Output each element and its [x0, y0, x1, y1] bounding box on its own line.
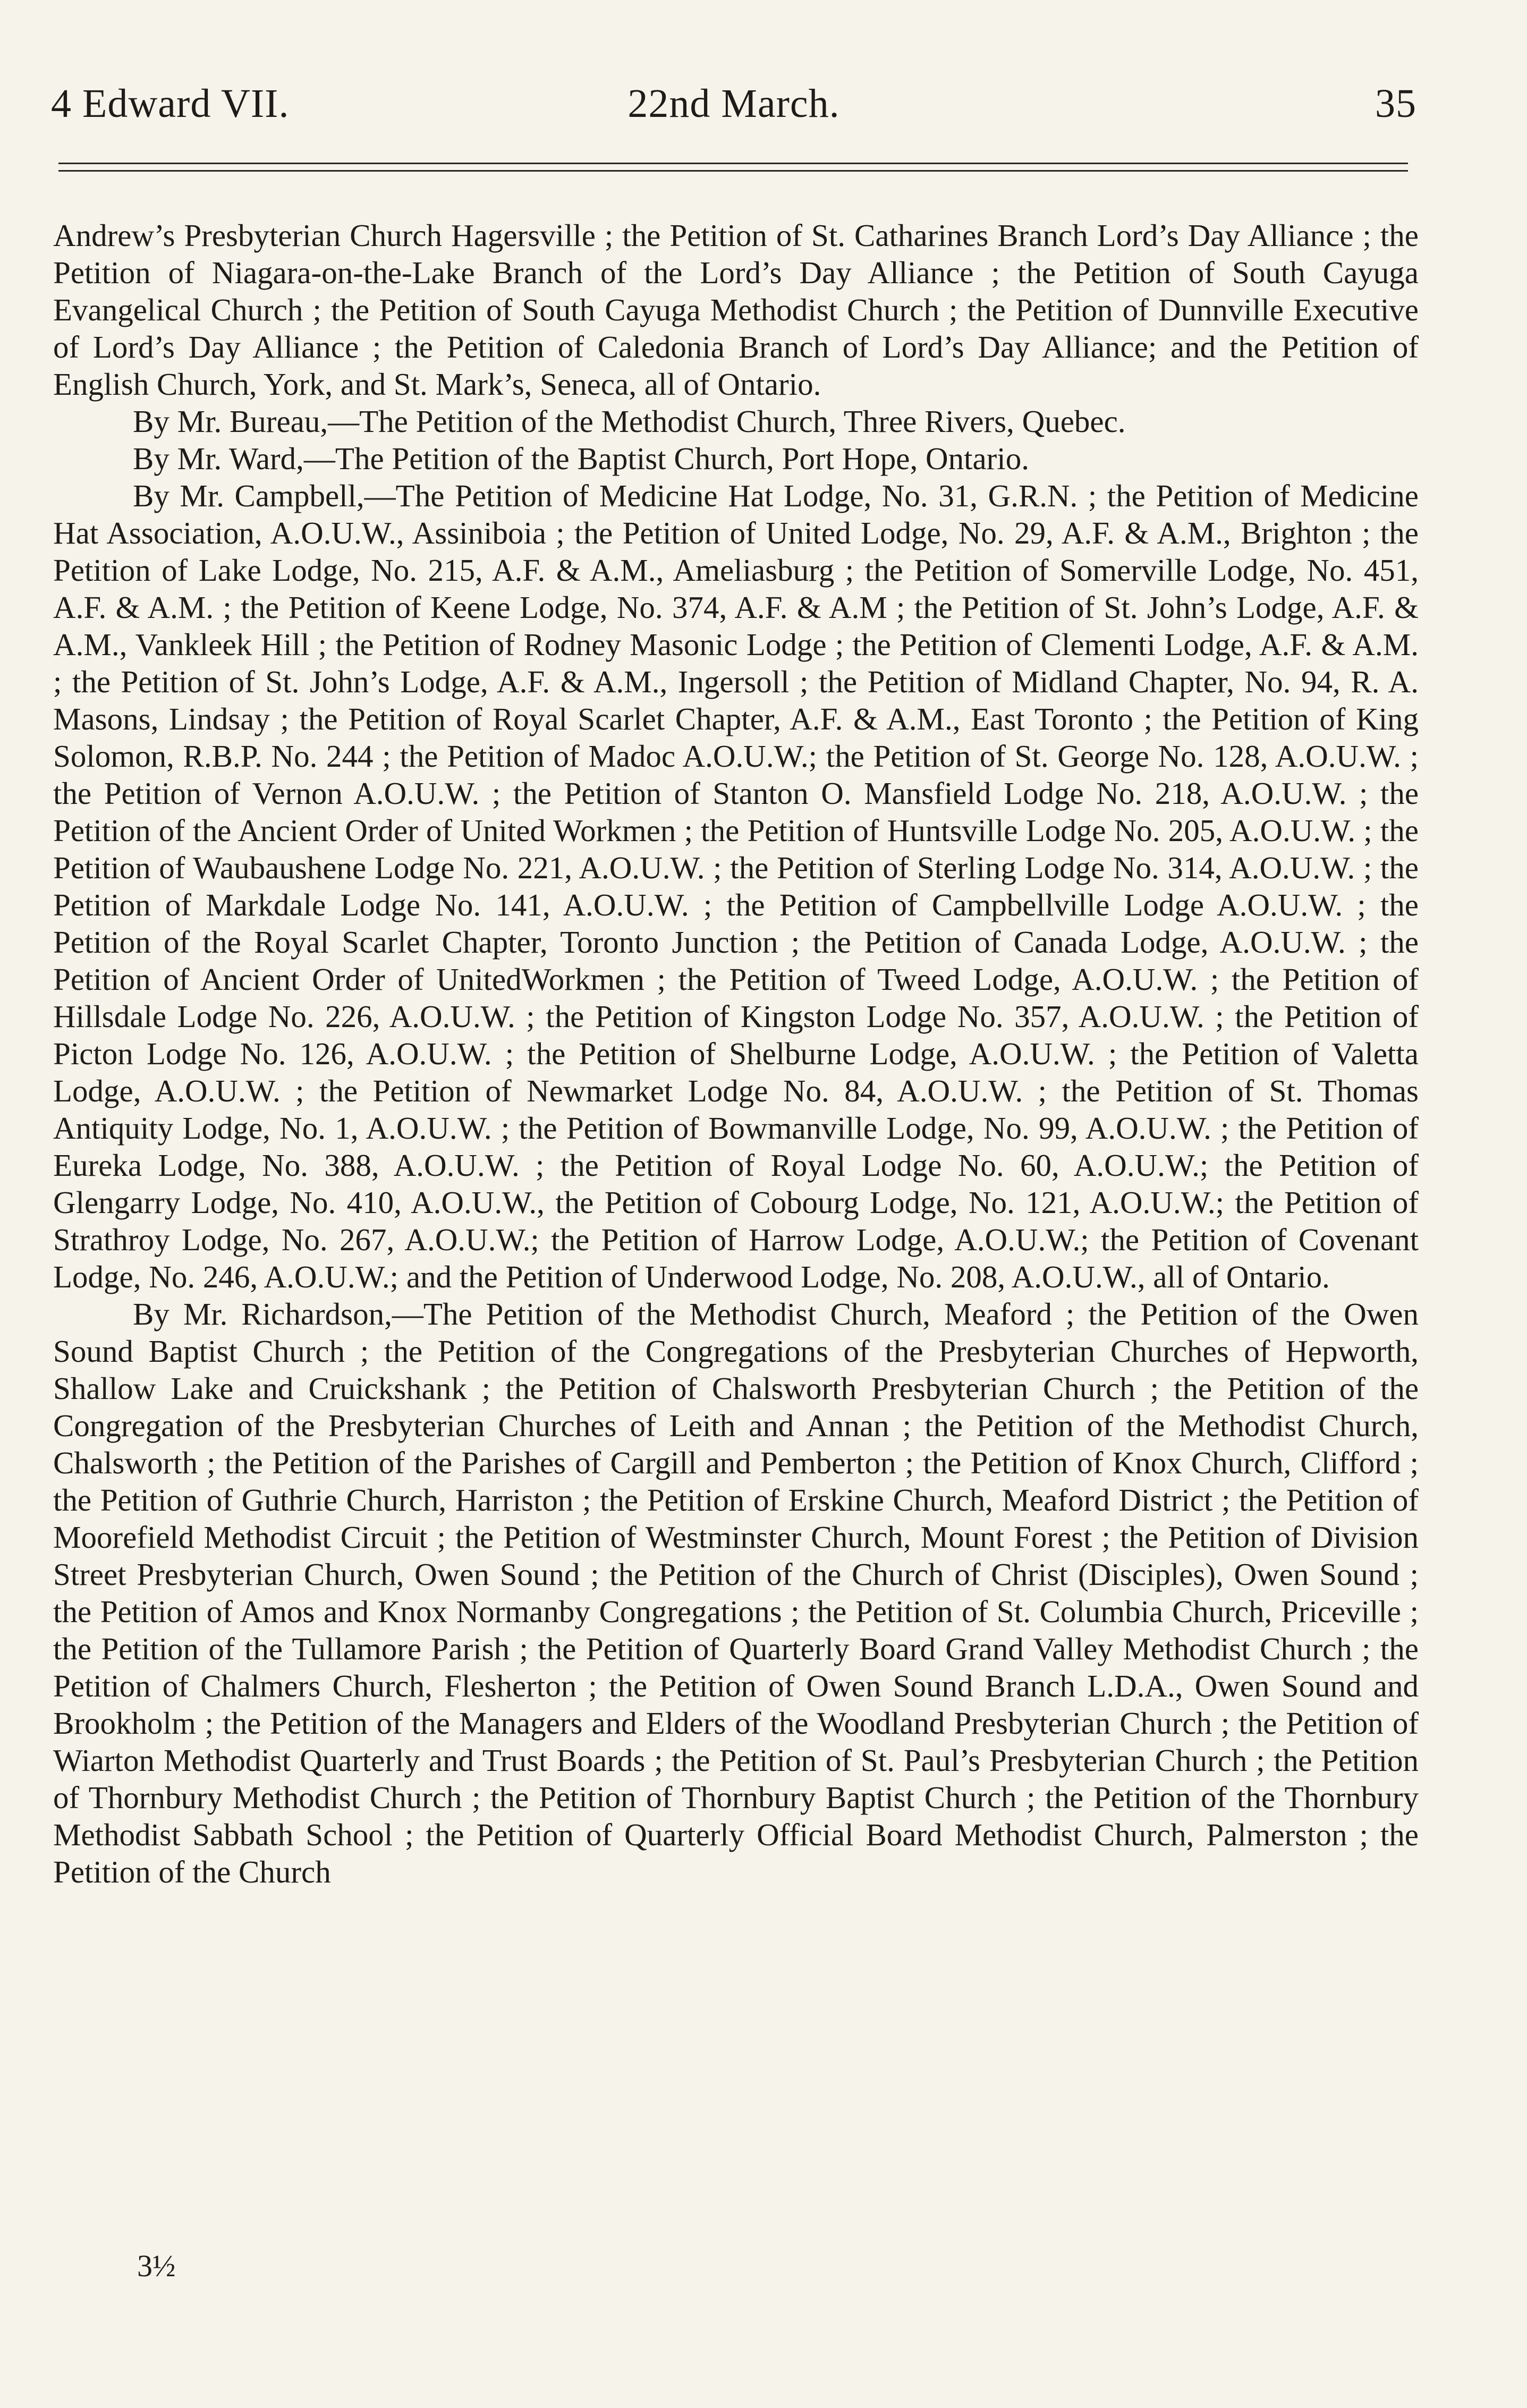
running-header — [51, 74, 1416, 133]
header-regnal-year: 4 Edward VII. — [51, 81, 290, 126]
paragraph-campbell: By Mr. Campbell,—The Petition of Medicine Hat Lodge, No. 31, G.R.N. ; the Petition of Medicine Hat Association, A.O.U.W., Assiniboia ; the Petition of United Lodge, No. 29, A.F. & A.M., Brighton ; the Petition of Lake Lodge, No. 215, A.F. & A.M., Ameliasburg ; the Petition of Somerville Lodge, No. 451, A.F. & A.M. ; the Petition of Keene Lodge, No. 374, A.F. & A.M ; the Petition of St. John’s Lodge, A.F. & A.M., Vankleek Hill ; the Petition of Rodney Masonic Lodge ; the Petition of Clementi Lodge, A.F. & A.M. ; the Petition of St. John’s Lodge, A.F. & A.M., Ingersoll ; the Petition of Midland Chapter, No. 94, R. A. Masons, Lindsay ; the Petition of Royal Scarlet Chapter, A.F. & A.M., East Toronto ; the Petition of King Solomon, R.B.P. No. 244 ; the Petition of Madoc A.O.U.W.; the Petition of St. George No. 128, A.O.U.W. ; the Petition of Vernon A.O.U.W. ; the Petition of Stanton O. Mansfield Lodge No. 218, A.O.U.W. ; the Petition of the Ancient Order of United Workmen ; the Petition of Huntsville Lodge No. 205, A.O.U.W. ; the Petition of Waubaushene Lodge No. 221, A.O.U.W. ; the Petition of Sterling Lodge No. 314, A.O.U.W. ; the Petition of Markdale Lodge No. 141, A.O.U.W. ; the Petition of Campbellville Lodge A.O.U.W. ; the Petition of the Royal Scarlet Chapter, Toronto Junction ; the Petition of Canada Lodge, A.O.U.W. ; the Petition of Ancient Order of UnitedWorkmen ; the Petition of Tweed Lodge, A.O.U.W. ; the Petition of Hillsdale Lodge No. 226, A.O.U.W. ; the Petition of Kingston Lodge No. 357, A.O.U.W. ; the Petition of Picton Lodge No. 126, A.O.U.W. ; the Petition of Shelburne Lodge, A.O.U.W. ; the Petition of Valetta Lodge, A.O.U.W. ; the Petition of Newmarket Lodge No. 84, A.O.U.W. ; the Petition of St. Thomas Antiquity Lodge, No. 1, A.O.U.W. ; the Petition of Bowmanville Lodge, No. 99, A.O.U.W. ; the Petition of Eureka Lodge, No. 388, A.O.U.W. ; the Petition of Royal Lodge No. 60, A.O.U.W.; the Petition of Glengarry Lodge, No. 410, A.O.U.W., the Petition of Cobourg Lodge, No. 121, A.O.U.W.; the Petition of Strathroy Lodge, No. 267, A.O.U.W.; the Petition of Harrow Lodge, A.O.U.W.; the Petition of Covenant Lodge, No. 246, A.O.U.W.; and the Petition of Underwood Lodge, No. 208, A.O.U.W., all of Ontario. — [53, 478, 1419, 1294]
paragraph-continuation: Andrew’s Presbyterian Church Hagersville ; the Petition of St. Catharines Branch Lord’s Day Alliance ; the Petition of Niagara-on-the-Lake Branch of the Lord’s Day Alliance ; the Petition of South Cayuga Evangelical Church ; the Petition of South Cayuga Methodist Church ; the Petition of Dunnville Executive of Lord’s Day Alliance ; the Petition of Caledonia Branch of Lord’s Day Alliance; and the Petition of English Church, York, and St. Mark’s, Seneca, all of Ontario. — [53, 218, 1419, 402]
header-rule-top — [58, 163, 1408, 164]
header-date: 22nd March. — [627, 81, 840, 126]
paragraph-richardson: By Mr. Richardson,—The Petition of the Methodist Church, Meaford ; the Petition of the Owen Sound Baptist Church ; the Petition of the Congregations of the Presbyterian Churches of Hepworth, Shallow Lake and Cruickshank ; the Petition of Chalsworth Presbyterian Church ; the Petition of the Congregation of the Presbyterian Churches of Leith and Annan ; the Petition of the Methodist Church, Chalsworth ; the Petition of the Parishes of Cargill and Pemberton ; the Petition of Knox Church, Clifford ; the Petition of Guthrie Church, Harriston ; the Petition of Erskine Church, Meaford District ; the Petition of Moorefield Methodist Circuit ; the Petition of Westminster Church, Mount Forest ; the Petition of Division Street Presbyterian Church, Owen Sound ; the Petition of the Church of Christ (Disciples), Owen Sound ; the Petition of Amos and Knox Normanby Congregations ; the Petition of St. Columbia Church, Priceville ; the Petition of the Tullamore Parish ; the Petition of Quarterly Board Grand Valley Methodist Church ; the Petition of Chalmers Church, Flesherton ; the Petition of Owen Sound Branch L.D.A., Owen Sound and Brookholm ; the Petition of the Managers and Elders of the Woodland Presbyterian Church ; the Petition of Wiarton Methodist Quarterly and Trust Boards ; the Petition of St. Paul’s Presbyterian Church ; the Petition of Thornbury Methodist Church ; the Petition of Thornbury Baptist Church ; the Petition of the Thornbury Methodist Sabbath School ; the Petition of Quarterly Official Board Methodist Church, Palmerston ; the Petition of the Church — [53, 1296, 1419, 1889]
paragraph-ward: By Mr. Ward,—The Petition of the Baptist Church, Port Hope, Ontario. — [133, 441, 1029, 476]
paragraph-bureau: By Mr. Bureau,—The Petition of the Methodist Church, Three Rivers, Quebec. — [133, 404, 1126, 439]
signature-mark: 3½ — [137, 2249, 176, 2283]
header-rule-bottom — [58, 170, 1408, 172]
page-number: 35 — [1375, 81, 1416, 126]
body-text — [53, 217, 1419, 1890]
